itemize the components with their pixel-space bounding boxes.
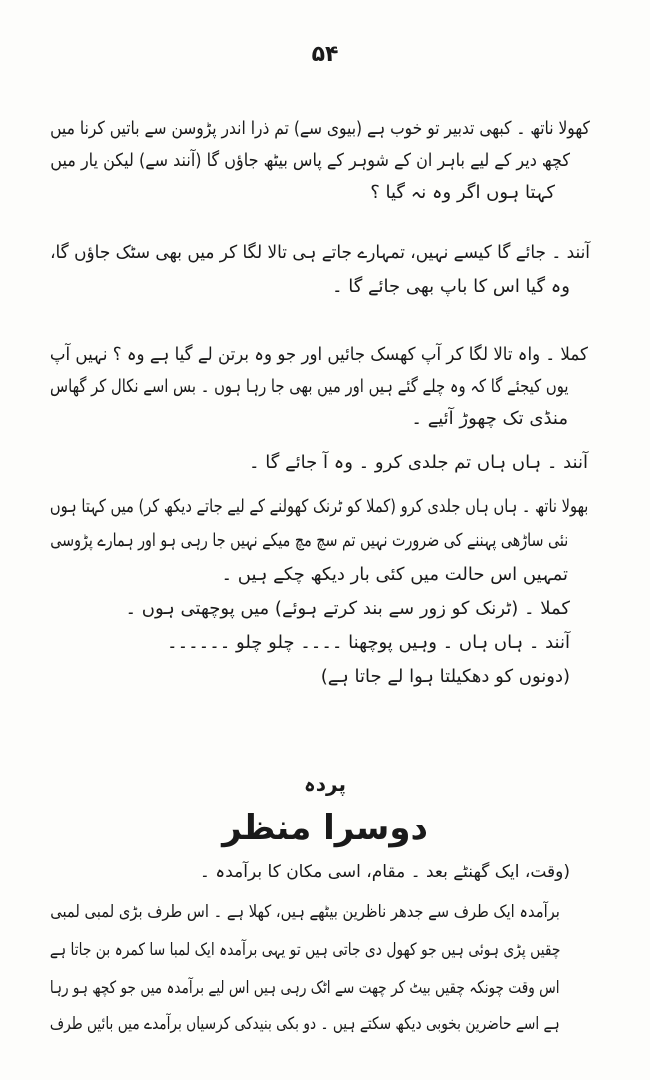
dialogue-line: وہ گیا اس کا باپ بھی جائے گا ۔ bbox=[331, 276, 570, 297]
dialogue-line: تمہیں اس حالت میں کئی بار دیکھ چکے ہیں ۔ bbox=[221, 564, 568, 585]
dialogue-line: نئی ساڑھی پہننے کی ضرورت نہیں تم سچ مچ میکے نہیں جا رہی ہو اور ہمارے پڑوسی bbox=[50, 530, 568, 551]
scene-title: دوسرا منظر bbox=[222, 808, 428, 848]
dialogue-line: کملا ۔ (ٹرنک کو زور سے بند کرتے ہوئے) میں پوچھتی ہوں ۔ bbox=[125, 598, 570, 619]
dialogue-line: بھولا ناتھ ۔ ہاں ہاں جلدی کرو (کملا کو ٹرنک کھولنے کے لیے جاتے دیکھ کر) میں کہتا ہوں bbox=[49, 496, 588, 517]
dialogue-line: آنند ۔ ہاں ہاں ۔ وہیں پوچھنا ۔۔۔۔ چلو چلو ۔۔۔۔۔۔ bbox=[167, 632, 570, 653]
dialogue-line: کہتا ہوں اگر وہ نہ گیا ؟ bbox=[370, 182, 555, 203]
curtain-label: پردہ bbox=[304, 772, 346, 796]
scene-description-line: ہے اسے حاضرین بخوبی دیکھ سکتے ہیں ۔ دو بکی بنیدکی کرسیاں برآمدے میں بائیں طرف bbox=[50, 1014, 560, 1034]
scene-description-line: چقیں پڑی ہوئی ہیں جو کھول دی جاتی ہیں تو یہی برآمدہ ایک لمبا سا کمرہ بن جاتا ہے bbox=[49, 940, 560, 960]
scene-description-line: اس وقت چونکہ چقیں بیٹ کر چھت سے اٹک رہی ہیں اس لیے برآمدہ میں جو کچھ ہو رہا bbox=[50, 978, 560, 998]
stage-direction: (دونوں کو دھکیلتا ہوا لے جاتا ہے) bbox=[320, 666, 570, 687]
dialogue-line: کملا ۔ واہ تالا لگا کر آپ کھسک جائیں اور جو وہ برتن لے گیا ہے وہ ؟ نہیں آپ bbox=[50, 344, 588, 365]
dialogue-line: کھولا ناتھ ۔ کبھی تدبیر تو خوب ہے (بیوی سے) تم ذرا اندر پڑوسن سے باتیں کرنا میں bbox=[50, 118, 590, 139]
scene-description-line: (وقت، ایک گھنٹے بعد ۔ مقام، اسی مکان کا برآمدہ ۔ bbox=[199, 862, 570, 882]
dialogue-line: آنند ۔ جائے گا کیسے نہیں، تمہارے جاتے ہی تالا لگا کر میں بھی سٹک جاؤں گا، bbox=[50, 242, 590, 263]
dialogue-line: آنند ۔ ہاں ہاں تم جلدی کرو ۔ وہ آ جائے گا ۔ bbox=[249, 452, 588, 473]
dialogue-line: کچھ دیر کے لیے باہر ان کے شوہر کے پاس بیٹھ جاؤں گا (آنند سے) لیکن یار میں bbox=[50, 150, 570, 171]
page-number: ۵۴ bbox=[311, 42, 339, 67]
dialogue-line: منڈی تک چھوڑ آئیے ۔ bbox=[411, 408, 568, 429]
scene-description-line: برآمدہ ایک طرف سے جدھر ناظرین بیٹھے ہیں، کھلا ہے ۔ اس طرف بڑی لمبی لمبی bbox=[50, 902, 560, 922]
dialogue-line: یوں کیجئے گا کہ وہ چلے گئے ہیں اور میں بھی جا رہا ہوں ۔ بس اسے نکال کر گھاس bbox=[49, 376, 568, 397]
